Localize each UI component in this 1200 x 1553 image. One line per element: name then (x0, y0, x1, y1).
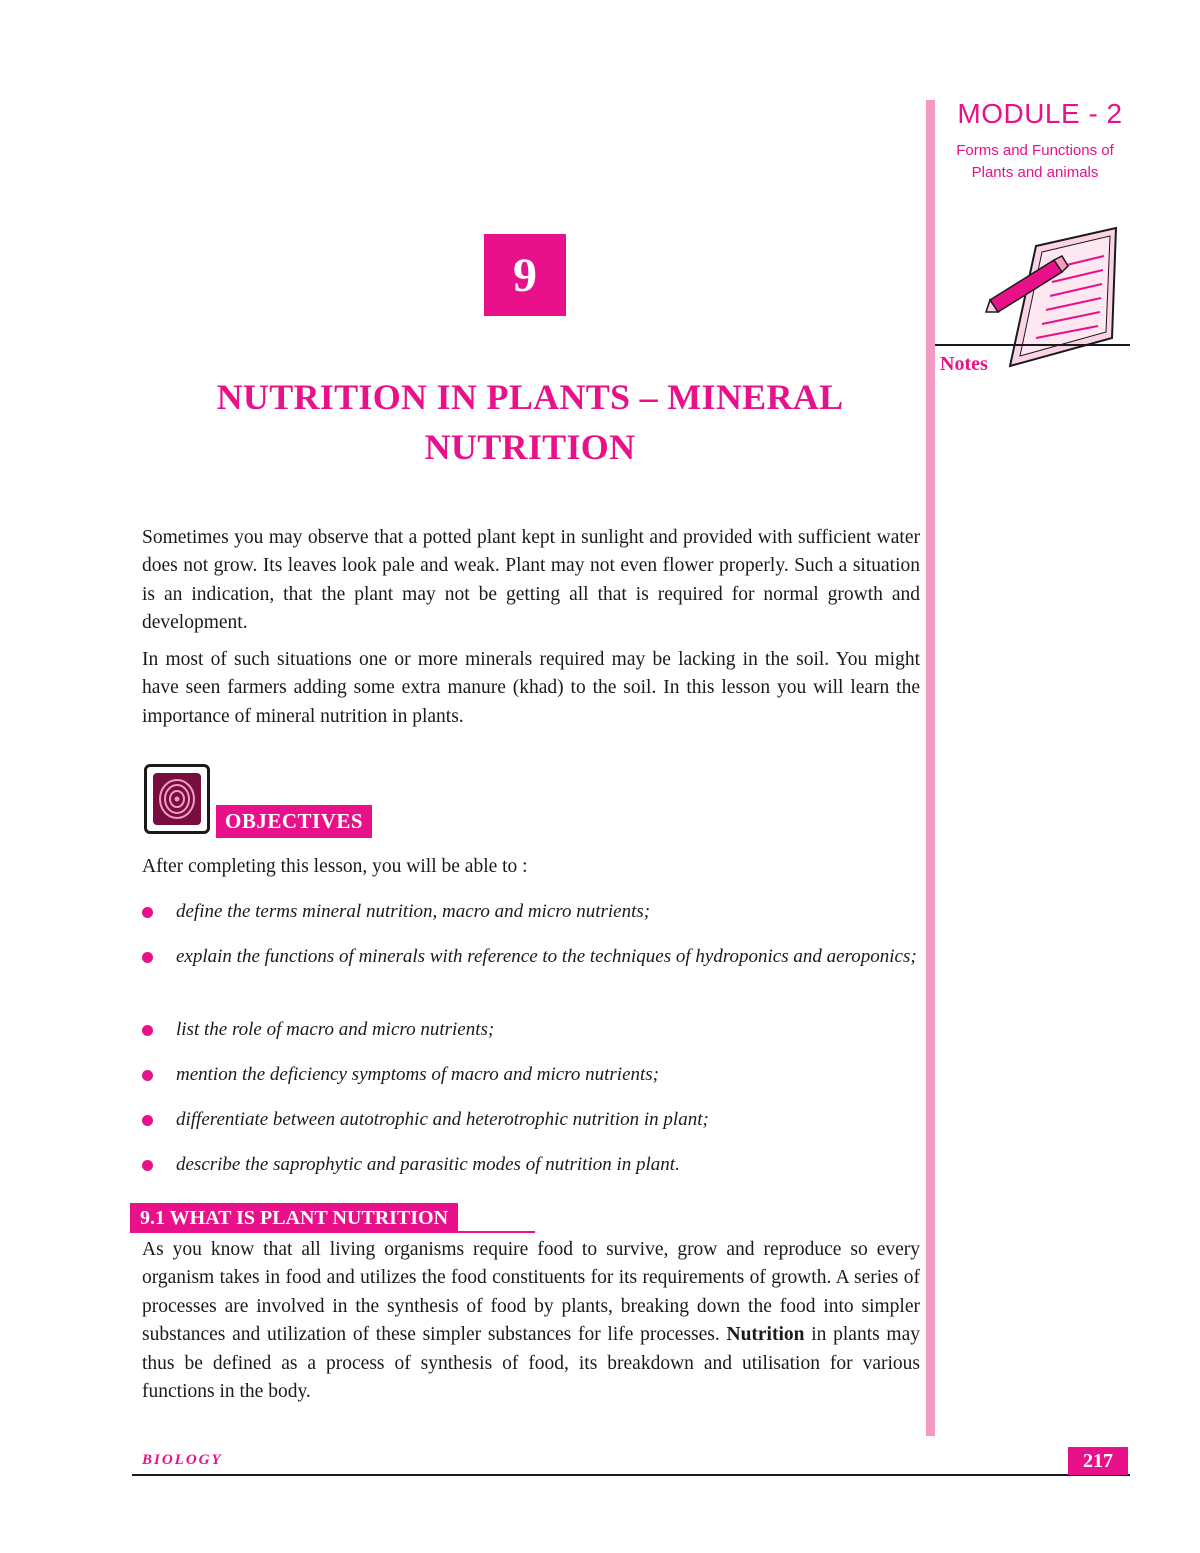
bullet-icon (142, 1025, 153, 1036)
objective-text: describe the saprophytic and parasitic modes of nutrition in plant. (176, 1154, 680, 1175)
section-text: in plants may thus be defined as a process of synthesis of food, its breakdown and utilisation for various functions in the body. (142, 1324, 921, 1403)
objectives-intro: After completing this lesson, you will be able to : (142, 856, 528, 877)
objective-item (142, 1151, 922, 1179)
objective-text: explain the functions of minerals with reference to the techniques of hydroponics and aeroponics; (176, 946, 917, 967)
nutrition-term: Nutrition (726, 1324, 805, 1346)
objective-item (142, 943, 922, 971)
objective-text: define the terms mineral nutrition, macro and micro nutrients; (176, 901, 651, 922)
objective-item (142, 1061, 922, 1089)
section-text: As you know that all living organisms require food to survive, grow and reproduce so every organism takes in food and utilizes the food constituents for its requirements of growth. A series of processes are involved in the synthesis of food by plants, breaking down the food into simpler substances and utilization of these simpler substances for life processes. (142, 1239, 920, 1346)
notes-label: Notes (940, 353, 988, 375)
objective-item (142, 1106, 922, 1134)
objective-item (142, 1016, 922, 1044)
sidebar-divider (926, 100, 935, 1436)
objective-item (142, 898, 922, 926)
section-heading-rule (130, 1231, 535, 1233)
footer-subject: BIOLOGY (142, 1452, 223, 1468)
bullet-icon (142, 952, 153, 963)
chapter-title: NUTRITION IN PLANTS – MINERAL NUTRITION (216, 377, 844, 467)
module-title: MODULE - 2 (957, 98, 1123, 129)
bullet-icon (142, 1070, 153, 1081)
footer-rule (132, 1474, 1130, 1476)
objectives-target-icon (144, 764, 210, 834)
objective-text: list the role of macro and micro nutrients; (176, 1019, 495, 1040)
objective-text: differentiate between autotrophic and heterotrophic nutrition in plant; (176, 1109, 709, 1130)
page-number: 217 (1068, 1447, 1128, 1475)
bullet-icon (142, 907, 153, 918)
objectives-heading: OBJECTIVES (216, 805, 372, 838)
intro-paragraph: In most of such situations one or more minerals required may be lacking in the soil. You might have seen farmers adding some extra manure (khad) to the soil. In this lesson you will learn the importance of mineral nutrition in plants. (142, 649, 920, 727)
bullet-icon (142, 1160, 153, 1171)
notes-pencil-icon (984, 226, 1124, 381)
module-subtitle: Forms and Functions of Plants and animals (956, 142, 1114, 181)
objective-text: mention the deficiency symptoms of macro and micro nutrients; (176, 1064, 659, 1085)
section-paragraph (142, 1236, 920, 1406)
notes-divider (935, 344, 1130, 346)
intro-paragraph: Sometimes you may observe that a potted plant kept in sunlight and provided with sufficient water does not grow. Its leaves look pale and weak. Plant may not even flower properly. Such a situation is an indication, that the plant may not be getting all that is required for normal growth and development. (142, 527, 920, 634)
bullet-icon (142, 1115, 153, 1126)
chapter-number: 9 (484, 234, 566, 316)
section-heading: 9.1 WHAT IS PLANT NUTRITION (130, 1203, 458, 1233)
